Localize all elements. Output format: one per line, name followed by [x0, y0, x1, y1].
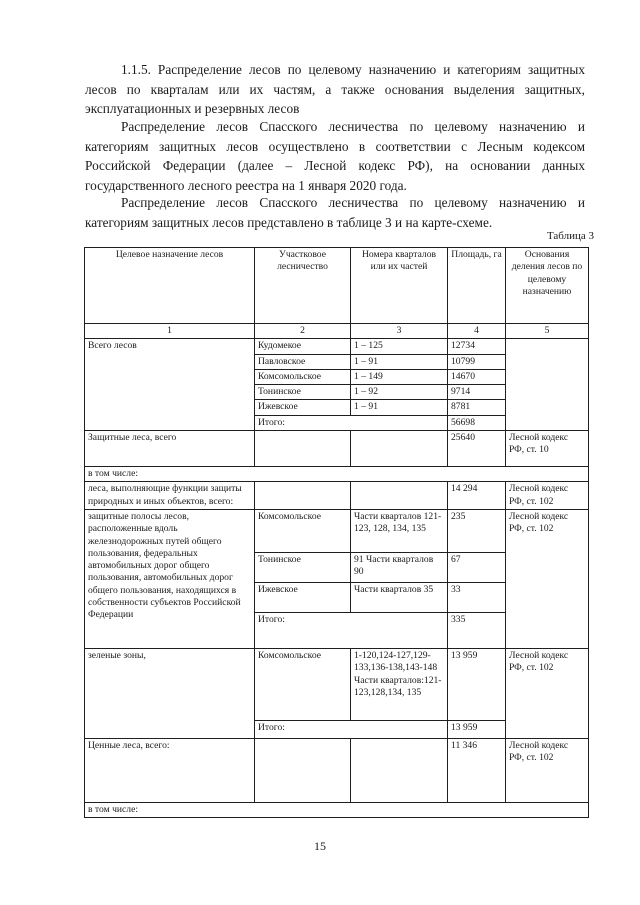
header-district: Участковое лесничество [255, 248, 351, 324]
empty-cell [255, 482, 351, 510]
header-basis: Основания деления лесов по целевому назначению [506, 248, 589, 324]
district-cell: Тонинское [255, 385, 351, 400]
area-cell: 10799 [448, 354, 506, 369]
area-cell: 67 [448, 552, 506, 582]
basis-cell-empty [506, 339, 589, 431]
forest-distribution-table [84, 247, 589, 818]
table-row [85, 431, 589, 467]
district-cell: Кудомекое [255, 339, 351, 354]
area-cell: 14670 [448, 369, 506, 384]
column-number-row [85, 324, 589, 339]
blocks-cell: 1 – 149 [351, 369, 448, 384]
blocks-cell: 91 Части кварталов 90 [351, 552, 448, 582]
district-cell: Павловское [255, 354, 351, 369]
page-number: 15 [314, 839, 326, 853]
column-number: 2 [255, 324, 351, 339]
area-cell: 13 959 [448, 648, 506, 720]
area-cell: 25640 [448, 431, 506, 467]
area-cell: 33 [448, 582, 506, 612]
empty-cell [351, 738, 448, 802]
table-row [85, 509, 589, 552]
table-row [85, 339, 589, 354]
table-row [85, 802, 589, 817]
area-cell: 8781 [448, 400, 506, 415]
district-cell: Ижевское [255, 582, 351, 612]
paragraph-table-reference: Распределение лесов Спасского лесничества по целевому назначению и категориям защитных лесов представлено в таблице 3 и на карте-схеме. [85, 195, 585, 230]
strips-label: защитные полосы лесов, расположенные вдоль железнодорожных путей общего пользования, федеральных автомобильных дорог общего пользования, автомобильных дорог общего пользования, находящихся в собственности субъектов Российской Федерации [85, 509, 255, 648]
column-number: 3 [351, 324, 448, 339]
district-cell: Комсомольское [255, 509, 351, 552]
basis-cell: Лесной кодекс РФ, ст. 10 [506, 431, 589, 467]
blocks-cell: 1 – 92 [351, 385, 448, 400]
valuable-forests-label: Ценные леса, всего: [85, 738, 255, 802]
empty-cell [351, 431, 448, 467]
empty-cell [255, 738, 351, 802]
blocks-cell: 1-120,124-127,129-133,136-138,143-148 Части кварталов:121-123,128,134, 135 [351, 648, 448, 720]
empty-cell [351, 482, 448, 510]
including-label: в том числе: [85, 467, 589, 482]
basis-cell: Лесной кодекс РФ, ст. 102 [506, 482, 589, 510]
district-cell: Тонинское [255, 552, 351, 582]
table-row [85, 467, 589, 482]
table-row [85, 738, 589, 802]
district-cell: Комсомольское [255, 369, 351, 384]
total-label: Итого: [255, 720, 448, 738]
including-label: в том числе: [85, 802, 589, 817]
blocks-cell: 1 – 91 [351, 354, 448, 369]
header-purpose: Целевое назначение лесов [85, 248, 255, 324]
total-area: 335 [448, 612, 506, 648]
column-number: 5 [506, 324, 589, 339]
blocks-cell: Части кварталов 121-123, 128, 134, 135 [351, 509, 448, 552]
header-area: Площадь, га [448, 248, 506, 324]
table-header-row [85, 248, 589, 324]
area-cell: 14 294 [448, 482, 506, 510]
blocks-cell: Части кварталов 35 [351, 582, 448, 612]
section-heading: 1.1.5. Распределение лесов по целевому назначению и категориям защитных лесов по кварталам или их частям, а также основания выделения защитных, эксплуатационных и резервных лесов [85, 62, 585, 116]
column-number: 1 [85, 324, 255, 339]
total-area: 13 959 [448, 720, 506, 738]
table-caption: Таблица 3 [546, 230, 594, 242]
nature-functions-label: леса, выполняющие функции защиты природных и иных объектов, всего: [85, 482, 255, 510]
total-label: Итого: [255, 612, 448, 648]
basis-cell: Лесной кодекс РФ, ст. 102 [506, 509, 589, 648]
basis-cell: Лесной кодекс РФ, ст. 102 [506, 648, 589, 738]
table-row [85, 482, 589, 510]
protective-forests-label: Защитные леса, всего [85, 431, 255, 467]
empty-cell [255, 431, 351, 467]
blocks-cell: 1 – 125 [351, 339, 448, 354]
area-cell: 12734 [448, 339, 506, 354]
column-number: 4 [448, 324, 506, 339]
blocks-cell: 1 – 91 [351, 400, 448, 415]
basis-cell: Лесной кодекс РФ, ст. 102 [506, 738, 589, 802]
area-cell: 235 [448, 509, 506, 552]
all-forests-label: Всего лесов [85, 339, 255, 431]
district-cell: Ижевское [255, 400, 351, 415]
district-cell: Комсомольское [255, 648, 351, 720]
paragraph-legal-basis: Распределение лесов Спасского лесничества по целевому назначению и категориям защитных лесов осуществлено в соответствии с Лесным кодексом Российской Федерации (далее – Лесной кодекс РФ), на основании данных государственного лесного реестра на 1 января 2020 года. [85, 119, 585, 193]
header-blocks: Номера кварталов или их частей [351, 248, 448, 324]
total-label: Итого: [255, 415, 448, 430]
area-cell: 11 346 [448, 738, 506, 802]
table-row [85, 648, 589, 720]
area-cell: 9714 [448, 385, 506, 400]
green-zones-label: зеленые зоны, [85, 648, 255, 738]
total-area: 56698 [448, 415, 506, 430]
